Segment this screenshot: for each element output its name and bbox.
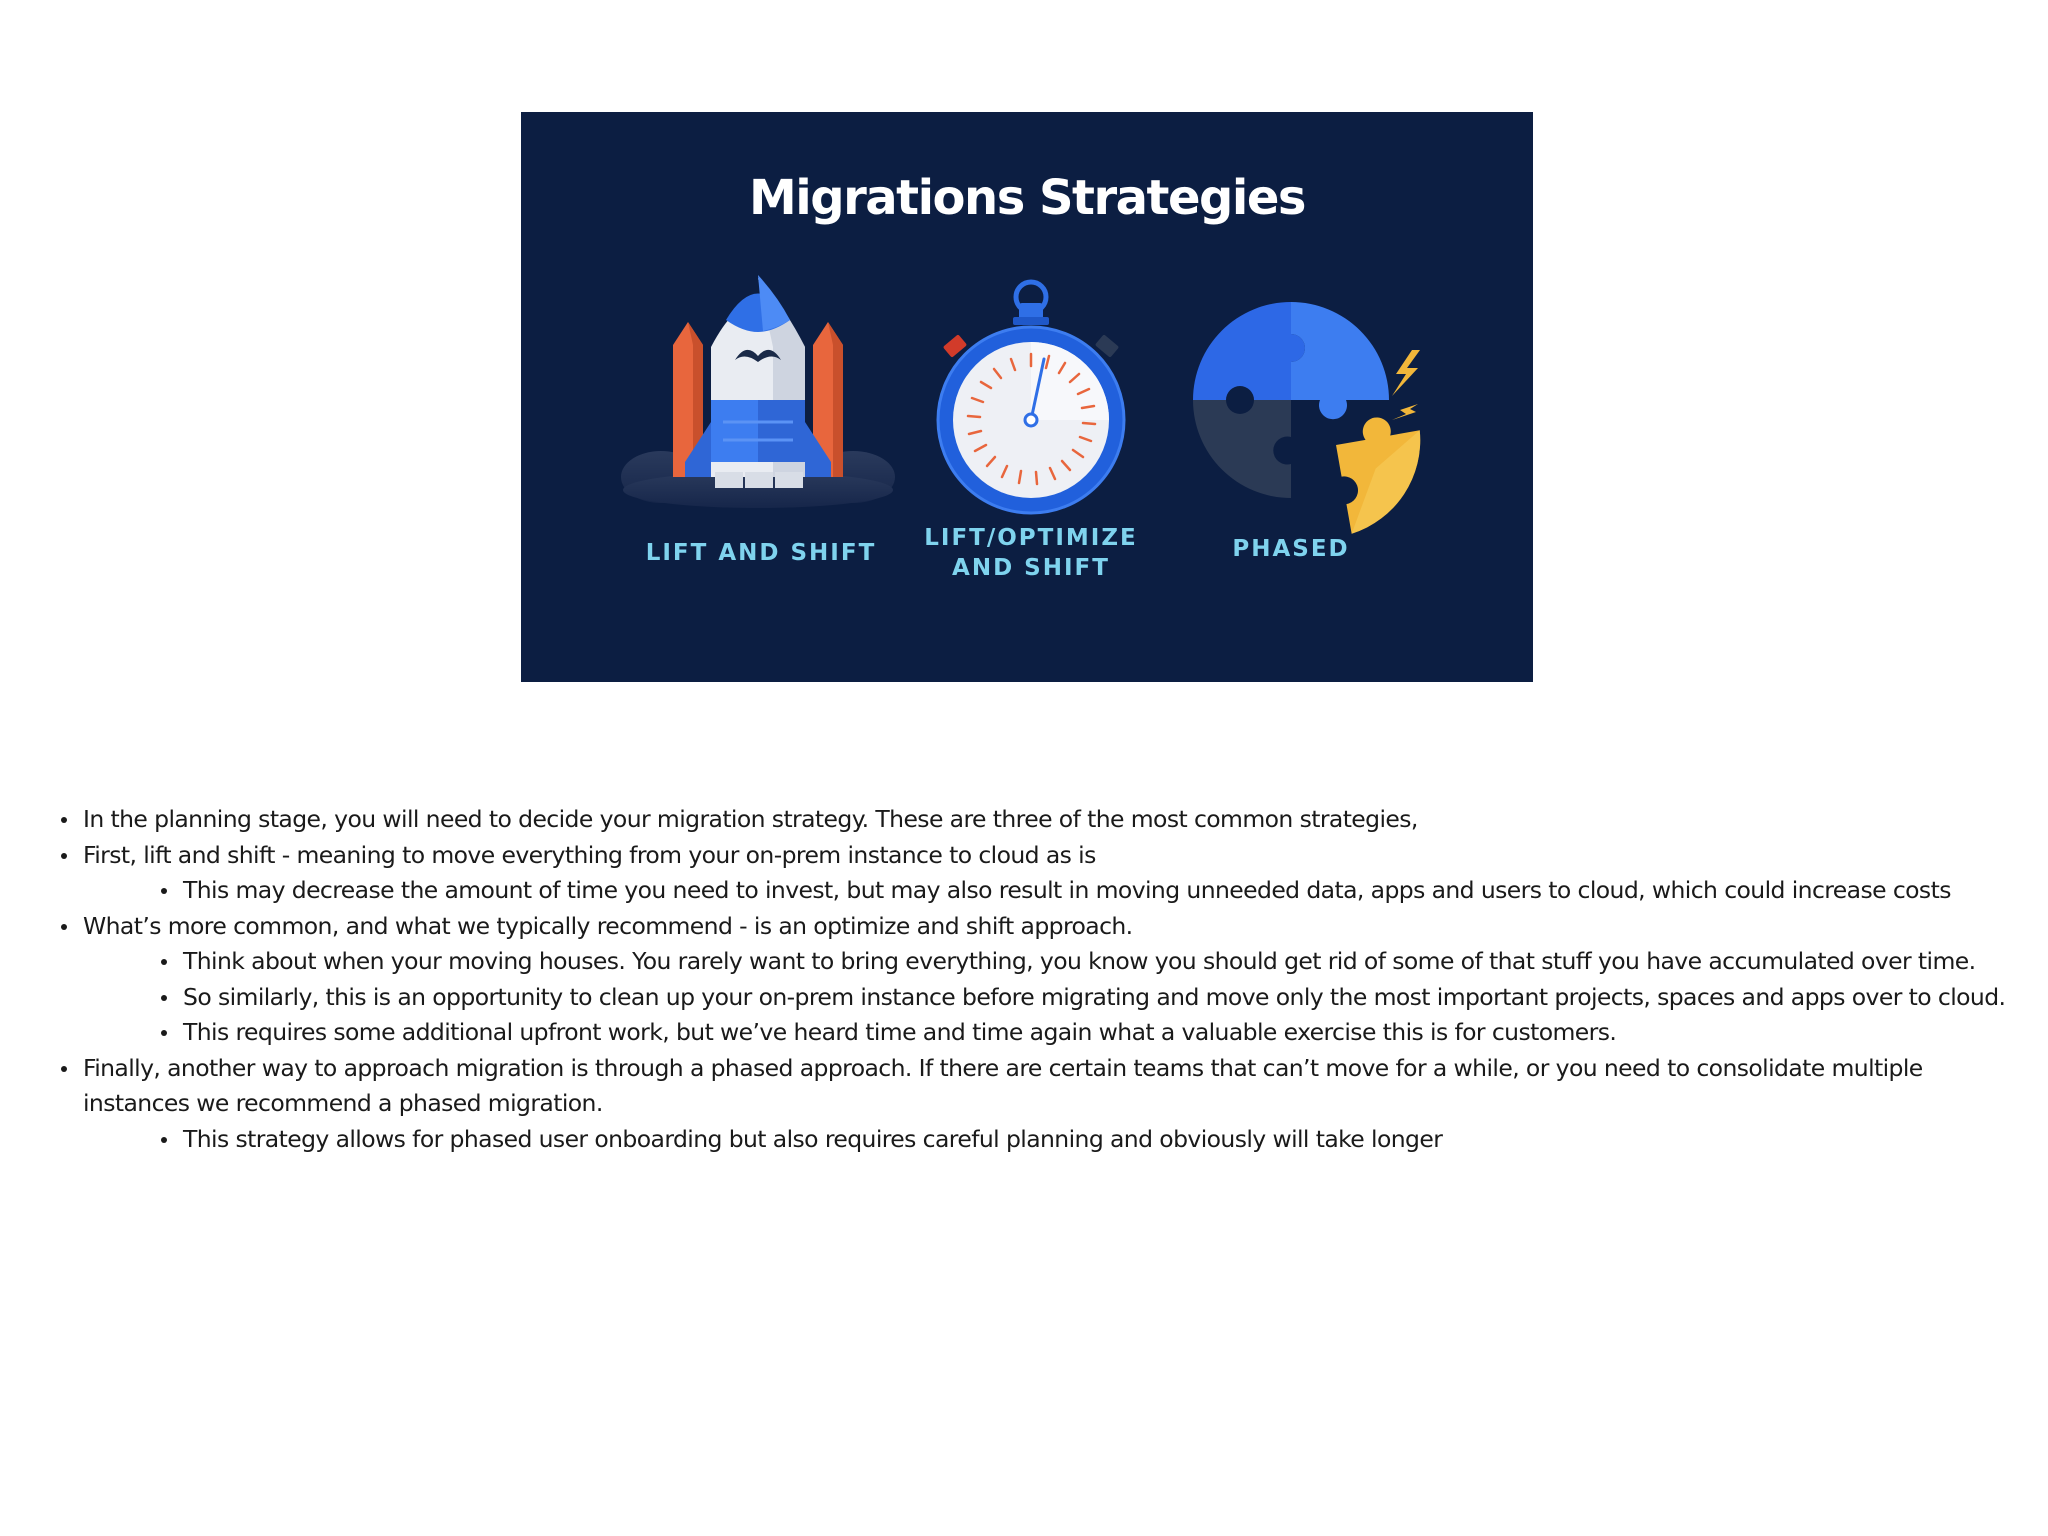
strategy-label-lift-optimize-and-shift: LIFT/OPTIMIZE AND SHIFT [924, 525, 1138, 581]
slide-title: Migrations Strategies [749, 170, 1305, 226]
rocket-icon [613, 272, 903, 512]
notes-bullet: What’s more common, and what we typically recommend - is an optimize and shift approach. [56, 909, 2006, 945]
notes-sub-bullet: So similarly, this is an opportunity to clean up your on-prem instance before migrating and move only the most important projects, spaces and apps over to cloud. [56, 980, 2006, 1016]
stopwatch-icon [931, 277, 1131, 517]
notes-bullet: In the planning stage, you will need to decide your migration strategy. These are three of the most common strategies, [56, 802, 2006, 838]
notes-sub-bullet: This strategy allows for phased user onboarding but also requires careful planning and obviously will take longer [56, 1122, 2006, 1158]
notes-bullet: First, lift and shift - meaning to move everything from your on-prem instance to cloud as is [56, 838, 2006, 874]
notes-sub-bullet: Think about when your moving houses. You rarely want to bring everything, you know you should get rid of some of that stuff you have accumulated over time. [56, 944, 2006, 980]
strategy-label-lift-and-shift: LIFT AND SHIFT [645, 540, 877, 566]
speaker-notes-list [56, 802, 2006, 1157]
notes-sub-bullet: This requires some additional upfront work, but we’ve heard time and time again what a valuable exercise this is for customers. [56, 1015, 2006, 1051]
slide-image [521, 112, 1533, 682]
puzzle-icon [1186, 292, 1456, 542]
notes-bullet: Finally, another way to approach migration is through a phased approach. If there are certain teams that can’t move for a while, or you need to consolidate multiple instances we recommend a phased migration. [56, 1051, 2006, 1122]
notes-sub-bullet: This may decrease the amount of time you need to invest, but may also result in moving unneeded data, apps and users to cloud, which could increase costs [56, 873, 2006, 909]
strategy-label-phased: PHASED [1232, 536, 1350, 562]
